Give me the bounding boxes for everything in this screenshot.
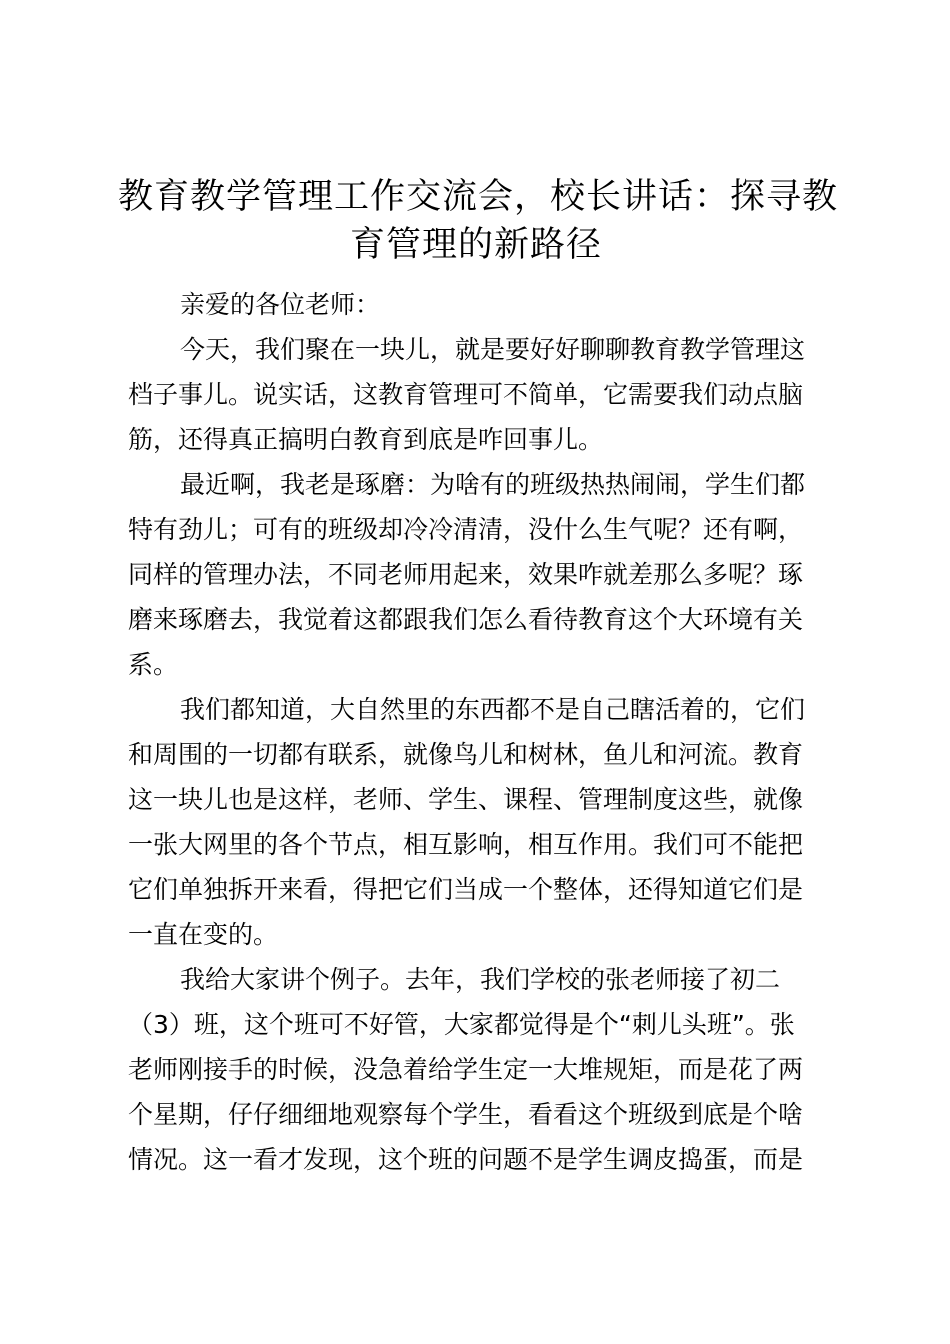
paragraph-line: 它们单独拆开来看，得把它们当成一个整体，还得知道它们是 <box>128 875 804 904</box>
document-body <box>128 282 833 1182</box>
title-line: 育管理的新路径 <box>349 225 602 265</box>
paragraph-line: 磨来琢磨去，我觉着这都跟我们怎么看待教育这个大环境有关 <box>128 605 804 634</box>
paragraph <box>128 957 833 1182</box>
paragraph-line: 系。 <box>128 650 179 679</box>
document-title <box>118 173 839 269</box>
paragraph-line: 我给大家讲个例子。去年，我们学校的张老师接了初二 <box>180 965 781 994</box>
paragraph-line: 同样的管理办法，不同老师用起来，效果咋就差那么多呢？琢 <box>128 560 804 589</box>
paragraph <box>128 687 833 957</box>
paragraph-line: 今天，我们聚在一块儿，就是要好好聊聊教育教学管理这 <box>180 335 806 364</box>
paragraph-line: （3）班，这个班可不好管，大家都觉得是个“刺儿头班”。张 <box>128 1010 795 1039</box>
paragraph-line: 一张大网里的各个节点，相互影响，相互作用。我们可不能把 <box>128 830 804 859</box>
paragraph <box>128 327 833 462</box>
paragraph-line: 筋，还得真正搞明白教育到底是咋回事儿。 <box>128 425 604 454</box>
paragraph-line: 一直在变的。 <box>128 920 279 949</box>
paragraph-line: 最近啊，我老是琢磨：为啥有的班级热热闹闹，学生们都 <box>180 470 806 499</box>
salutation: 亲爱的各位老师： <box>180 290 381 319</box>
paragraph-line: 特有劲儿；可有的班级却冷冷清清，没什么生气呢？还有啊， <box>128 515 804 544</box>
paragraph-line: 和周围的一切都有联系，就像鸟儿和树林，鱼儿和河流。教育 <box>128 740 804 769</box>
paragraph-line: 这一块儿也是这样，老师、学生、课程、管理制度这些，就像 <box>128 785 804 814</box>
paragraph-line: 档子事儿。说实话，这教育管理可不简单，它需要我们动点脑 <box>128 380 804 409</box>
paragraph-line: 个星期，仔仔细细地观察每个学生，看看这个班级到底是个啥 <box>128 1100 804 1129</box>
paragraph <box>128 462 833 687</box>
paragraph-line: 我们都知道，大自然里的东西都不是自己瞎活着的，它们 <box>180 695 806 724</box>
paragraph-line: 情况。这一看才发现，这个班的问题不是学生调皮捣蛋，而是 <box>128 1145 804 1174</box>
paragraph-line: 老师刚接手的时候，没急着给学生定一大堆规矩，而是花了两 <box>128 1055 804 1084</box>
title-line: 教育教学管理工作交流会，校长讲话：探寻教 <box>118 177 839 217</box>
